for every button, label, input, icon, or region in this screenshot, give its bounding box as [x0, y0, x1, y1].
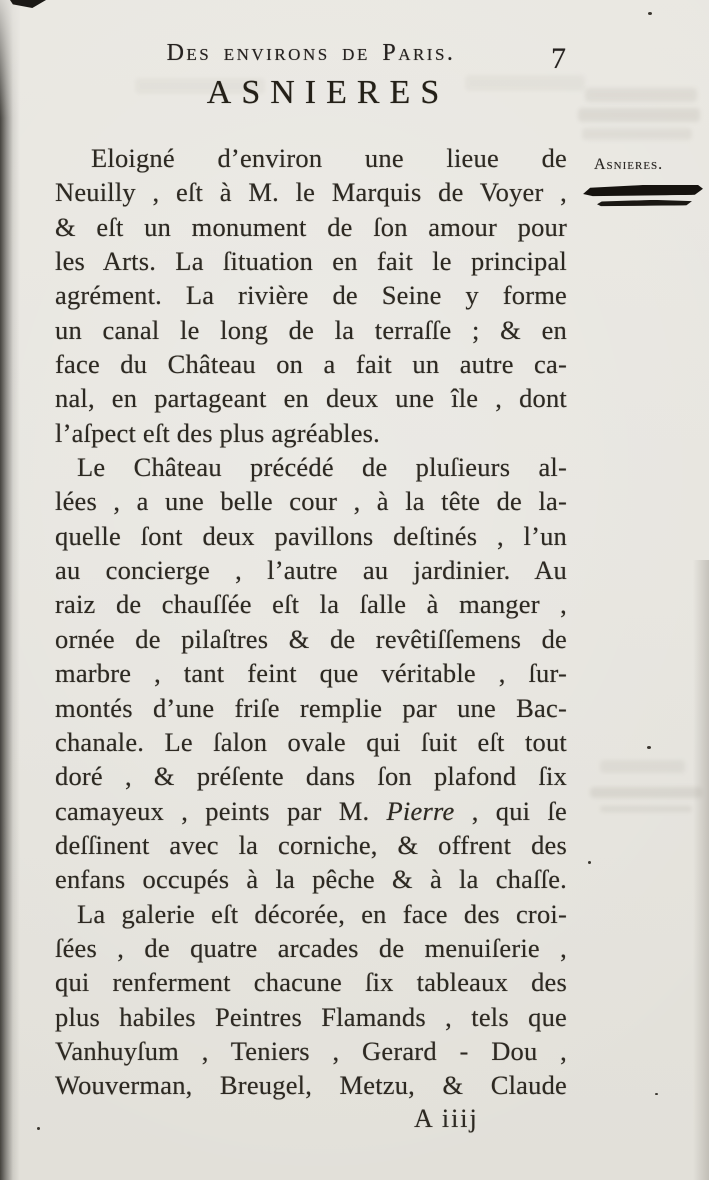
body-line: Vanhuyſum , Teniers , Gerard - Dou ,: [55, 1035, 567, 1066]
show-through: [600, 806, 692, 812]
body-line: les Arts. La ſituation en fait le principal: [55, 246, 567, 277]
body-line: La galerie eſt décorée, en face des croi-: [77, 898, 567, 929]
body-line: qui renferment chacune ſix tableaux des: [55, 967, 567, 998]
margin-rule-thick: [583, 184, 703, 198]
body-line: Le Château précédé de pluſieurs al-: [77, 452, 567, 483]
paper-speck: [588, 861, 591, 864]
body-line: l’aſpect eſt des plus agréables.: [55, 417, 381, 448]
show-through: [582, 128, 692, 140]
body-line: ſées , de quatre arcades de menuiſerie ,: [55, 932, 567, 963]
body-line: Neuilly , eſt à M. le Marquis de Voyer ,: [55, 177, 567, 208]
paper-speck: [647, 746, 651, 749]
body-line: ornée de pilaſtres & de revêtiſſemens de: [55, 623, 567, 654]
body-line: enfans occupés à la pêche & à la chaſſe.: [55, 864, 567, 895]
show-through: [578, 108, 700, 122]
body-line: & eſt un monument de ſon amour pour: [55, 211, 567, 242]
running-header: Des environs de Paris.: [166, 40, 456, 66]
show-through: [585, 88, 697, 102]
margin-rule-thin: [597, 199, 692, 206]
body-line: au concierge , l’autre au jardinier. Au: [55, 555, 567, 586]
scan-left-edge: [0, 0, 20, 1180]
body-line: raiz de chauſſée eſt la ſalle à manger ,: [55, 589, 567, 620]
body-line: lées , a une belle cour , à la tête de la-: [55, 486, 567, 517]
paper-speck: [648, 12, 652, 15]
body-line: Eloigné d’environ une lieue de: [91, 143, 567, 173]
body-line: Wouverman, Breugel, Metzu, & Claude: [55, 1070, 567, 1101]
body-line: doré , & préſente dans ſon plafond ſix: [55, 761, 567, 792]
body-line-text: camayeux , peints par M.: [55, 795, 387, 826]
body-line: nal, en partageant en deux une île , dont: [55, 383, 567, 414]
page-title: ASNIERES: [206, 74, 450, 111]
body-line: montés d’une friſe remplie par une Bac-: [55, 692, 567, 723]
body-line: face du Château on a fait un autre ca-: [55, 349, 567, 380]
body-line: un canal le long de la terraſſe ; & en: [55, 314, 567, 345]
body-line: deſſinent avec la corniche, & offrent des: [55, 829, 567, 860]
margin-note: Asnieres.: [594, 156, 664, 173]
body-text-block: [55, 141, 567, 1103]
paper-speck: [655, 1093, 658, 1095]
body-line: agrément. La rivière de Seine y forme: [55, 280, 567, 311]
body-line: chanale. Le ſalon ovale qui ſuit eſt tout: [55, 726, 567, 757]
scan-right-shade: [693, 560, 709, 1180]
show-through: [590, 787, 702, 798]
body-line: [55, 794, 567, 828]
show-through: [600, 760, 685, 773]
quire-signature: A iiij: [414, 1104, 479, 1133]
body-line: quelle ſont deux pavillons deſtinés , l’un: [55, 520, 567, 551]
body-line-text: , qui ſe: [454, 795, 567, 826]
body-line: marbre , tant feint que véritable , ſur-: [55, 658, 567, 689]
painter-name-italic: Pierre: [386, 795, 455, 826]
paper-speck: [37, 1127, 40, 1130]
page-number: 7: [551, 42, 566, 75]
body-line: plus habiles Peintres Flamands , tels que: [55, 1001, 567, 1032]
